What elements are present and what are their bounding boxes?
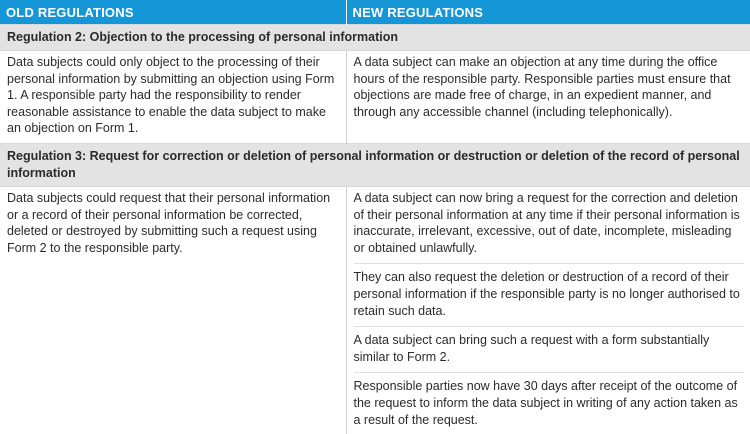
old-regulation-text: Data subjects could only object to the processing of their personal information by submitting an objection using Form 1. A responsible party had the responsibility to render reasonable assistance to enable the data subject to make an objection on Form 1. (7, 55, 335, 136)
header-row (0, 0, 750, 25)
section-title: Regulation 3: Request for correction or deletion of personal information or destruction or deletion of the record of personal information (0, 143, 750, 186)
new-regulations-header: NEW REGULATIONS (346, 0, 750, 25)
new-regulation-paragraph: A data subject can bring such a request with a form substantially similar to Form 2. (354, 326, 745, 365)
table-row (0, 51, 750, 144)
old-regulation-cell (0, 51, 346, 144)
new-regulation-cell (346, 186, 750, 434)
section-title: Regulation 2: Objection to the processing of personal information (0, 25, 750, 51)
section-row (0, 143, 750, 186)
new-regulation-paragraph: A data subject can now bring a request for the correction and deletion of their personal information at any time if their personal information is inaccurate, irrelevant, excessive, out of date, incomplete, misleading or obtained unlawfully. (353, 190, 740, 255)
old-regulation-cell (0, 186, 346, 434)
old-regulations-header: OLD REGULATIONS (0, 0, 346, 25)
new-regulation-cell (346, 51, 750, 144)
table-row (0, 186, 750, 434)
old-regulation-text: Data subjects could request that their personal information or a record of their personal information be corrected, deleted or destroyed by submitting such a request using Form 2 to the responsible party. (7, 190, 331, 255)
new-regulation-paragraph: A data subject can make an objection at any time during the office hours of the responsible party. Responsible parties must ensure that objections are made free of charge, in an expedient manner, and through any accessible channel (including telephonically). (353, 55, 731, 119)
new-regulation-paragraph: Responsible parties now have 30 days after receipt of the outcome of the request to inform the data subject in writing of any action taken as a result of the request. (354, 372, 745, 428)
new-regulation-paragraph: They can also request the deletion or destruction of a record of their personal information if the responsible party is no longer authorised to retain such data. (354, 263, 745, 319)
section-row (0, 25, 750, 51)
